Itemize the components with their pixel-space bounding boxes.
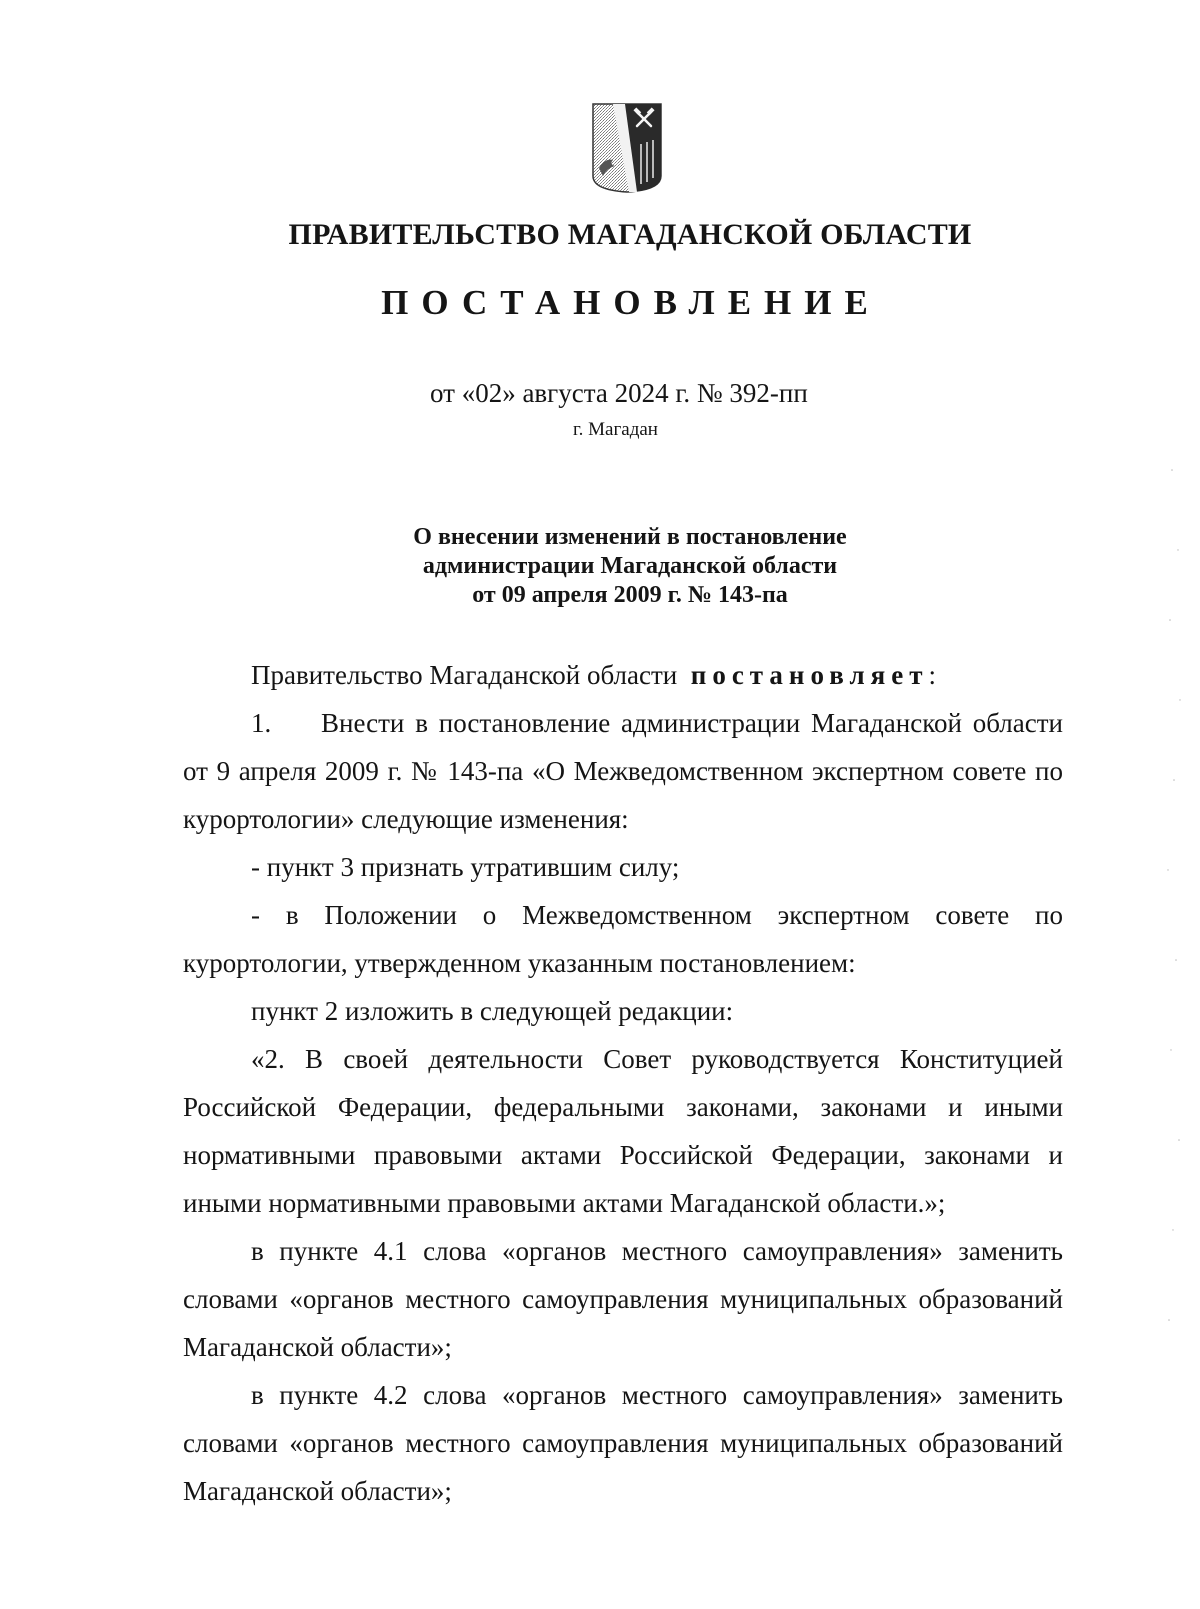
item-1-text: Внести в постановление администрации Магаданской области от 9 апреля 2009 г. № 143-па «О Межведомственном экспертном совете по курортологии» следующие изменения: — [183, 708, 1063, 834]
subject-line: администрации Магаданской области — [422, 553, 838, 579]
subject-line: О внесении изменений в постановление — [413, 524, 847, 550]
preamble-lead: Правительство Магаданской области — [251, 660, 678, 690]
document-body — [183, 651, 1063, 1515]
item-1-number: 1. — [251, 708, 272, 738]
document-city: г. Магадан — [573, 419, 658, 440]
preamble-tail: : — [928, 660, 937, 690]
item-1-paragraph — [183, 699, 1063, 843]
point-2-quote-paragraph: «2. В своей деятельности Совет руководствуется Конституцией Российской Федерации, федеральными законами, законами и иными нормативными правовыми актами Российской Федерации, законами и иными нормативными правовыми актами Магаданской области.»; — [183, 1044, 1063, 1218]
magadan-coat-of-arms-icon — [591, 102, 663, 194]
point-4-2-paragraph: в пункте 4.2 слова «органов местного самоуправления» заменить словами «органов местного самоуправления муниципальных образований Магаданской области»; — [183, 1380, 1063, 1506]
point-4-1-paragraph: в пункте 4.1 слова «органов местного самоуправления» заменить словами «органов местного самоуправления муниципальных образований Магаданской области»; — [183, 1236, 1063, 1362]
scan-noise-dots — [1160, 460, 1190, 1360]
organization-title: ПРАВИТЕЛЬСТВО МАГАДАНСКОЙ ОБЛАСТИ — [288, 218, 972, 251]
subject-line: от 09 апреля 2009 г. № 143-па — [472, 582, 788, 608]
preamble-paragraph — [183, 651, 1063, 699]
document-date-number: от «02» августа 2024 г. № 392-пп — [430, 378, 808, 408]
bullet-1-paragraph: - пункт 3 признать утратившим силу; — [251, 852, 680, 882]
document-subject — [0, 523, 1200, 610]
document-type-title: ПОСТАНОВЛЕНИЕ — [381, 283, 881, 322]
bullet-2-paragraph: - в Положении о Межведомственном экспертном совете по курортологии, утвержденном указанным постановлением: — [183, 900, 1063, 978]
point-2-intro-paragraph: пункт 2 изложить в следующей редакции: — [251, 996, 734, 1026]
preamble-verb: постановляет — [690, 660, 929, 690]
